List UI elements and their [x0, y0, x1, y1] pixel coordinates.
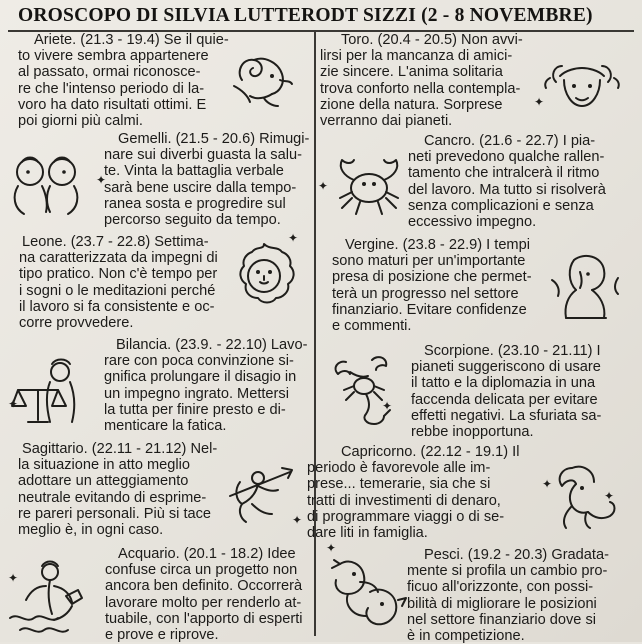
- star-icon: ✦: [318, 179, 329, 193]
- star-icon: ✦: [326, 541, 337, 555]
- scorpio-scorpion-icon: [328, 350, 406, 430]
- horoscope-text-vergine: Vergine. (23.8 - 22.9) I tempi sono maturi per un'importante presa di posizione che permet- terà un progresso nel settore finanziario. Evitare confidenze e commenti.: [332, 237, 532, 335]
- aquarius-water-bearer-icon: [6, 556, 92, 636]
- star-icon: ✦: [288, 231, 299, 245]
- star-icon: ✦: [382, 399, 393, 413]
- horoscope-text-pesci: Pesci. (19.2 - 20.3) Gradata- mente si profila un cambio pro- ficuo all'orizzonte, con possi- bilità di migliorare le posizioni nel settore finanziario dove si è in competizione.: [407, 547, 609, 644]
- horoscope-text-capricorno: Capricorno. (22.12 - 19.1) Il periodo è favorevole alle im- prese... temerarie, sia che si tratti di investimenti di denaro, di programmare viaggi o di se- dare liti in famiglia.: [307, 444, 520, 542]
- column-divider: [314, 31, 316, 636]
- horoscope-text-sagittario: Sagittario. (22.11 - 21.12) Nel- la situazione in atto meglio adottare un atteggiamento neutrale evitando di esprime- re pareri personali. Più si tace meglio è, in ogni caso.: [18, 441, 218, 539]
- horoscope-text-acquario: Acquario. (20.1 - 18.2) Idee confuse circa un progetto non ancora ben definito. Occorrerà lavorare molto per renderlo at- tuabile, con l'apporto di esperti e prove e riprove.: [105, 546, 303, 644]
- star-icon: ✦: [8, 397, 19, 411]
- horoscope-text-toro: Toro. (20.4 - 20.5) Non avvi- lirsi per la mancanza di amici- zie sincere. L'anima solitaria trova conforto nella contempla- zione della natura. Sorprese verranno dai pianeti.: [320, 32, 523, 130]
- star-icon: ✦: [292, 513, 303, 527]
- star-icon: ✦: [96, 173, 107, 187]
- virgo-maiden-icon: [544, 250, 626, 324]
- leo-lion-icon: [224, 238, 304, 314]
- star-icon: ✦: [542, 477, 553, 491]
- star-icon: ✦: [604, 489, 615, 503]
- horoscope-text-leone: Leone. (23.7 - 22.8) Settima- na caratterizzata da impegni di tipo pratico. Non c'è tempo per i sogni o le meditazioni perché il lavoro si fa consistente e oc- corre provvedere.: [19, 234, 218, 332]
- libra-scales-icon: [8, 356, 92, 430]
- gemini-twins-icon: [4, 150, 90, 216]
- cancer-crab-icon: [330, 150, 408, 220]
- star-icon: ✦: [534, 95, 545, 109]
- horoscope-text-bilancia: Bilancia. (23.9. - 22.10) Lavo- rare con poca convinzione si- gnifica prolungare il disagio in un impegno ingrato. Mettersi la tutta per finire presto e di- menticare la fatica.: [104, 337, 308, 435]
- horoscope-text-gemelli: Gemelli. (21.5 - 20.6) Rimugi- nare sui diverbi guasta la salu- te. Vinta la battaglia verbale sarà bene uscire dalla tempo- ranea sosta e progredire sul percorso seguito da tempo.: [104, 131, 310, 229]
- capricorn-goat-icon: [542, 458, 628, 534]
- aries-ram-icon: [228, 50, 300, 110]
- page-title: OROSCOPO DI SILVIA LUTTERODT SIZZI (2 - 8 NOVEMBRE): [18, 5, 593, 26]
- star-icon: ✦: [8, 571, 19, 585]
- taurus-bull-icon: [540, 52, 626, 112]
- pisces-fish-icon: [320, 552, 410, 634]
- horoscope-text-ariete: Ariete. (21.3 - 19.4) Se il quie- to vivere sembra appartenere al passato, ormai riconosce- re che l'intenso periodo di la- voro ha dato risultati ottimi. E poi giorni più calmi.: [18, 32, 229, 130]
- horoscope-text-cancro: Cancro. (21.6 - 22.7) I pia- neti prevedono qualche rallen- tamento che intralcerà il ritmo del lavoro. Ma tutto si risolverà senza complicazioni e senza eccessivo impegno.: [408, 133, 606, 231]
- horoscope-text-scorpione: Scorpione. (23.10 - 21.11) I pianeti suggeriscono di usare il tatto e la diplomazia in una faccenda delicata per evitare effetti negativi. La sfuriata sa- rebbe inopportuna.: [411, 343, 602, 441]
